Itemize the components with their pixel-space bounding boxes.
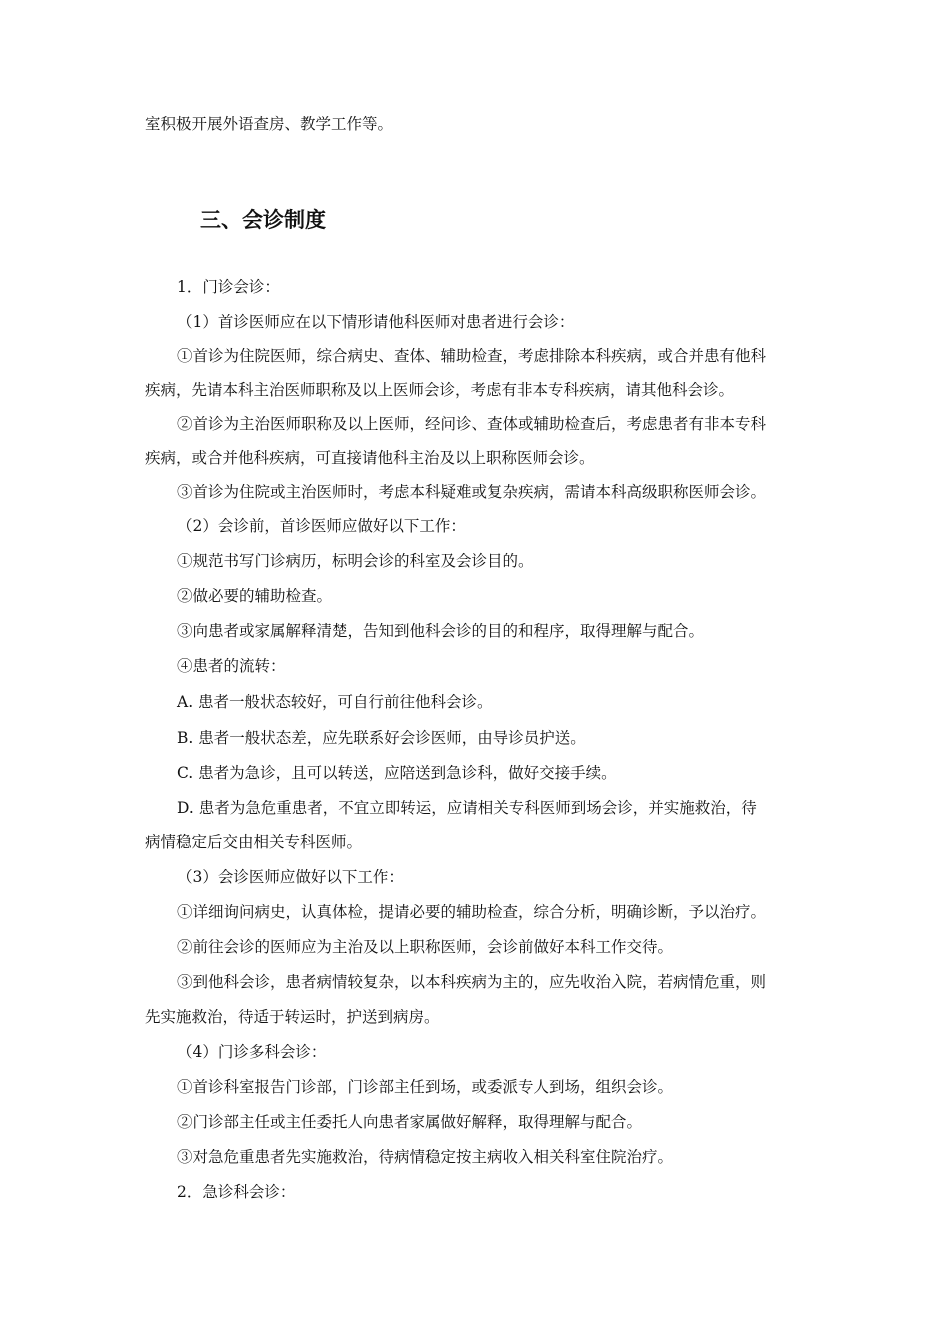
list-item: ①详细询问病史，认真体检，提请必要的辅助检查，综合分析，明确诊断，予以治疗。	[177, 903, 767, 921]
list-item: ③到他科会诊，患者病情较复杂，以本科疾病为主的，应先收治入院，若病情危重，则	[177, 973, 767, 991]
list-item: ①规范书写门诊病历，标明会诊的科室及会诊目的。	[177, 552, 534, 570]
list-item: ②做必要的辅助检查。	[177, 587, 333, 605]
list-item: ①首诊科室报告门诊部，门诊部主任到场，或委派专人到场，组织会诊。	[177, 1078, 674, 1096]
section-title: 三、会诊制度	[200, 208, 326, 232]
list-item-continuation: 疾病，先请本科主治医师职称及以上医师会诊，考虑有非本专科疾病，请其他科会诊。	[145, 381, 735, 399]
list-item: ④患者的流转：	[177, 657, 286, 675]
list-item: ②门诊部主任或主任委托人向患者家属做好解释，取得理解与配合。	[177, 1113, 643, 1131]
subsection-heading: 2．急诊科会诊：	[177, 1183, 296, 1201]
list-item-continuation: 先实施救治，待适于转运时，护送到病房。	[145, 1008, 440, 1026]
list-item-continuation: 疾病，或合并他科疾病，可直接请他科主治及以上职称医师会诊。	[145, 449, 595, 467]
clause-heading: （3）会诊医师应做好以下工作：	[177, 868, 404, 886]
lettered-item: B. 患者一般状态差，应先联系好会诊医师，由导诊员护送。	[177, 729, 586, 747]
subsection-heading: 1．门诊会诊：	[177, 278, 280, 296]
list-item: ②前往会诊的医师应为主治及以上职称医师，会诊前做好本科工作交待。	[177, 938, 674, 956]
list-item: ②首诊为主治医师职称及以上医师，经问诊、查体或辅助检查后，考虑患者有非本专科	[177, 415, 767, 433]
lettered-item-continuation: 病情稳定后交由相关专科医师。	[145, 833, 363, 851]
list-item: ③向患者或家属解释清楚，告知到他科会诊的目的和程序，取得理解与配合。	[177, 622, 705, 640]
clause-heading: （1）首诊医师应在以下情形请他科医师对患者进行会诊：	[177, 313, 575, 331]
clause-heading: （4）门诊多科会诊：	[177, 1043, 327, 1061]
lettered-item: C. 患者为急诊，且可以转送，应陪送到急诊科，做好交接手续。	[177, 764, 617, 782]
lettered-item: D. 患者为急危重患者，不宜立即转运，应请相关专科医师到场会诊，并实施救治，待	[177, 799, 757, 817]
lettered-item: A. 患者一般状态较好，可自行前往他科会诊。	[177, 693, 493, 711]
list-item: ①首诊为住院医师，综合病史、查体、辅助检查，考虑排除本科疾病，或合并患有他科	[177, 347, 767, 365]
continuation-line: 室积极开展外语查房、教学工作等。	[145, 115, 394, 133]
list-item: ③对急危重患者先实施救治，待病情稳定按主病收入相关科室住院治疗。	[177, 1148, 674, 1166]
list-item: ③首诊为住院或主治医师时，考虑本科疑难或复杂疾病，需请本科高级职称医师会诊。	[177, 483, 767, 501]
clause-heading: （2）会诊前，首诊医师应做好以下工作：	[177, 517, 466, 535]
